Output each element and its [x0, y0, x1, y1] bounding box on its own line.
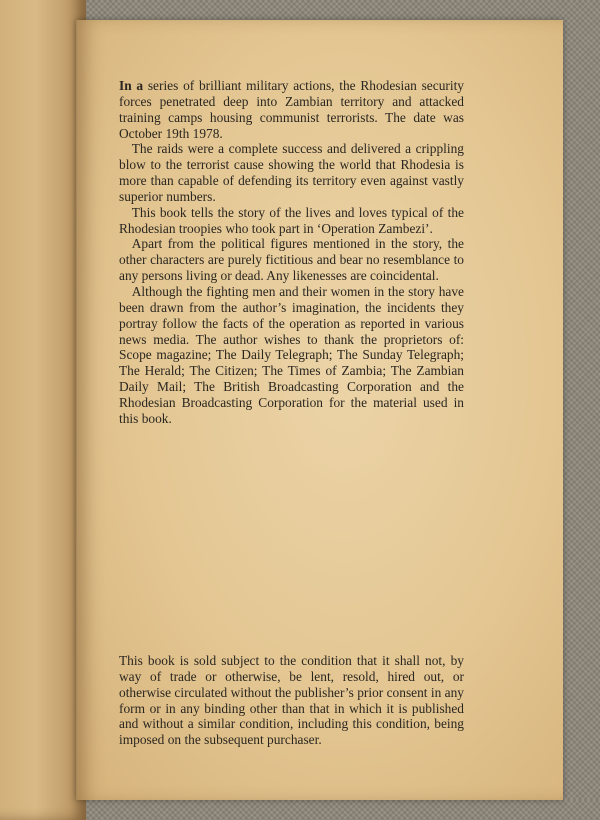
condition-notice-text: This book is sold subject to the condition that it shall not, by way of trade or otherwise, be lent, resold, hired out, or otherwise circulated without the publisher’s prior consent in any form or in any binding other than that in which it is published and without a similar condition, including this condition, being imposed on the subsequent purchaser.: [119, 653, 464, 748]
blurb-paragraph-4: Apart from the political figures mentioned in the story, the other characters are purely fictitious and bear no resemblance to any persons living or dead. Any likenesses are coincidental.: [119, 236, 464, 284]
blurb-paragraph-5: Although the fighting men and their women in the story have been drawn from the author’s imagination, the incidents they portray follow the facts of the operation as reported in various news media. The author wishes to thank the proprietors of: Scope magazine; The Daily Telegraph; The Sunday Telegraph; The Herald; The Citizen; The Times of Zambia; The Zambian Daily Mail; The British Broadcasting Corporation and the Rhodesian Broadcasting Corporation for the material used in this book.: [119, 283, 464, 426]
facing-page-edge: [0, 0, 86, 820]
lead-words: In a: [119, 78, 144, 93]
book-page: [76, 20, 563, 800]
blurb-paragraph-1: [119, 78, 464, 141]
paragraph-1-text: series of brilliant military actions, the Rhodesian security forces penetrated deep into Zambian territory and attacked training camps housing communist terrorists. The date was October 19th 1978.: [119, 78, 464, 141]
blurb-paragraph-2: The raids were a complete success and delivered a crippling blow to the terrorist cause showing the world that Rhodesia is more than capable of defending its territory even against vastly superior numbers.: [119, 141, 464, 204]
blurb-text: [119, 78, 464, 427]
sale-condition-notice: [119, 653, 464, 748]
blurb-paragraph-3: This book tells the story of the lives and loves typical of the Rhodesian troopies who took part in ‘Operation Zambezi’.: [119, 204, 464, 236]
